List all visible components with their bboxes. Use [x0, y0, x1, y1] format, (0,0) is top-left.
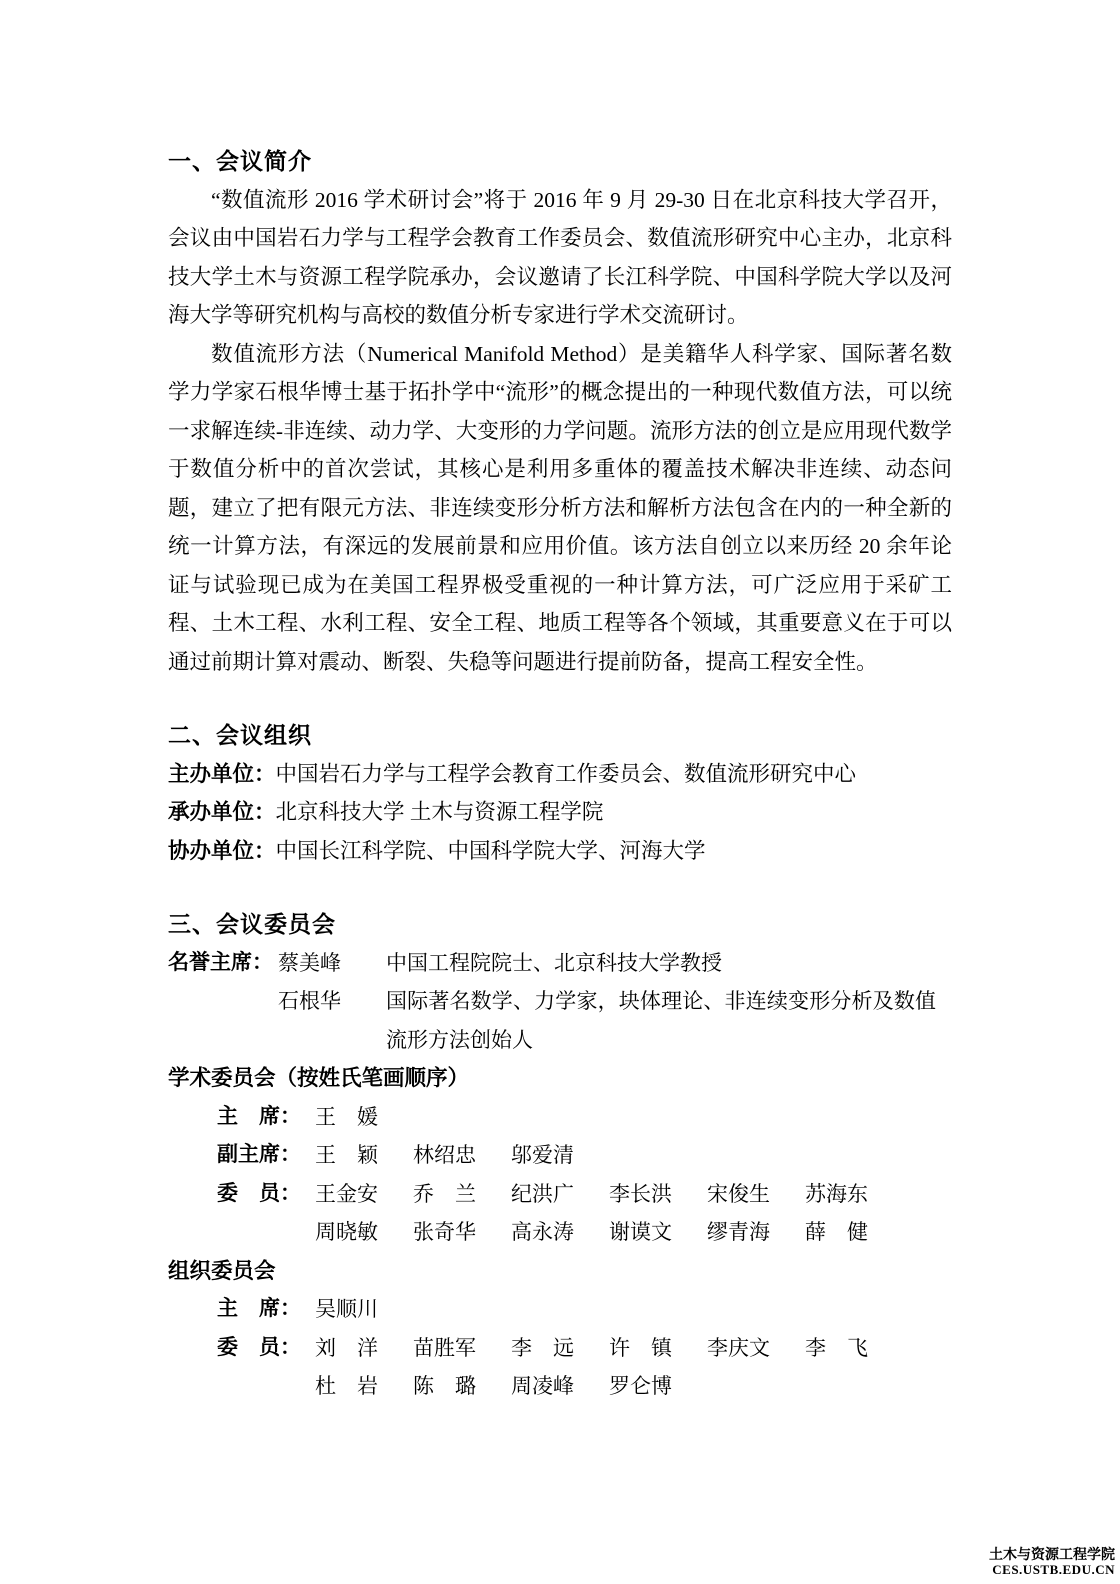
org-undertaker-label: 承办单位： — [168, 800, 276, 824]
org-coorganizer-label: 协办单位： — [168, 838, 276, 863]
member-name: 李庆文 — [707, 1335, 770, 1360]
honorary-chair-desc-1: 中国工程院院士、北京科技大学教授 — [386, 950, 722, 975]
org-undertaker-value: 北京科技大学 土木与资源工程学院 — [275, 800, 604, 824]
member-name: 罗仑博 — [609, 1374, 672, 1398]
org-host-line — [168, 755, 952, 794]
organizing-chair-name: 吴顺川 — [315, 1297, 378, 1321]
section-3-heading: 三、会议委员会 — [168, 911, 336, 937]
member-name: 林绍忠 — [413, 1143, 476, 1167]
academic-chair-row — [168, 1098, 952, 1137]
footer-college-name: 土木与资源工程学院 — [989, 1546, 1115, 1562]
org-undertaker-line — [168, 793, 952, 832]
member-name: 周晓敏 — [315, 1220, 378, 1244]
organizing-chair-row — [168, 1290, 952, 1329]
honorary-chair-row-2 — [168, 982, 952, 1059]
member-name: 邬爱清 — [511, 1143, 574, 1167]
member-name: 王 颖 — [315, 1143, 378, 1167]
section-2-heading: 二、会议组织 — [168, 722, 312, 748]
organizing-members-row-1 — [168, 1329, 952, 1368]
member-name: 宋俊生 — [707, 1181, 770, 1206]
org-coorganizer-value: 中国长江科学院、中国科学院大学、河海大学 — [275, 838, 706, 863]
member-name: 谢谟文 — [609, 1220, 672, 1244]
footer-website-url: CES.USTB.EDU.CN — [992, 1562, 1115, 1577]
member-name: 苗胜军 — [413, 1335, 476, 1360]
honorary-chair-desc-2: 国际著名数学、力学家，块体理论、非连续变形分析及数值流形方法创始人 — [386, 989, 936, 1052]
intro-paragraph-2: 数值流形方法（Numerical Manifold Method）是美籍华人科学家、国际著名数学力学家石根华博士基于拓扑学中“流形”的概念提出的一种现代数值方法，可以统一求解连续-非连续、动力学、大变形的力学问题。流形方法的创立是应用现代数学于数值分析中的首次尝试，其核心是利用多重体的覆盖技术解决非连续、动态问题，建立了把有限元方法、非连续变形分析方法和解析方法包含在内的一种全新的统一计算方法，有深远的发展前景和应用价值。该方法自创立以来历经 20 余年论证与试验现已成为在美国工程界极受重视的一种计算方法，可广泛应用于采矿工程、土木工程、水利工程、安全工程、地质工程等各个领域，其重要意义在于可以通过前期计算对震动、断裂、失稳等问题进行提前防备，提高工程安全性。 — [168, 341, 952, 674]
organizing-committee-heading: 组织委员会 — [168, 1258, 276, 1283]
member-name: 纪洪广 — [511, 1181, 574, 1206]
honorary-chair-name-1: 蔡美峰 — [278, 950, 341, 975]
member-name: 薛 健 — [805, 1220, 868, 1244]
member-name: 李长洪 — [609, 1181, 672, 1206]
member-name: 李 飞 — [805, 1335, 868, 1360]
member-name: 杜 岩 — [315, 1374, 378, 1398]
academic-chair-label: 主 席： — [217, 1104, 301, 1128]
document-content — [168, 142, 952, 1406]
honorary-chair-name-2: 石根华 — [278, 989, 341, 1013]
academic-members-row-2 — [168, 1213, 952, 1252]
member-name: 高永涛 — [511, 1220, 574, 1244]
honorary-chair-row-1 — [168, 944, 952, 983]
member-name: 许 镇 — [609, 1335, 672, 1360]
label-spacer — [217, 1367, 315, 1406]
academic-vice-chair-row — [168, 1136, 952, 1175]
org-coorganizer-line — [168, 832, 952, 871]
academic-committee-heading: 学术委员会（按姓氏笔画顺序） — [168, 1066, 470, 1090]
label-spacer — [168, 982, 278, 1059]
org-host-value: 中国岩石力学与工程学会教育工作委员会、数值流形研究中心 — [275, 761, 857, 786]
label-spacer — [217, 1213, 315, 1252]
member-name: 李 远 — [511, 1335, 574, 1360]
section-1-heading: 一、会议简介 — [168, 148, 312, 174]
academic-chair-name: 王 媛 — [315, 1104, 378, 1129]
academic-members-label: 委 员： — [217, 1181, 301, 1205]
page-footer — [989, 1547, 1115, 1577]
academic-members-row-1 — [168, 1175, 952, 1214]
member-name: 缪青海 — [707, 1220, 770, 1244]
member-name: 刘 洋 — [315, 1335, 378, 1360]
academic-vice-chair-label: 副主席： — [217, 1143, 301, 1166]
member-name: 王金安 — [315, 1181, 378, 1206]
member-name: 苏海东 — [805, 1181, 868, 1206]
member-name: 陈 璐 — [413, 1374, 476, 1398]
member-name: 周凌峰 — [511, 1374, 574, 1398]
org-host-label: 主办单位： — [168, 761, 276, 786]
intro-paragraph-1: “数值流形 2016 学术研讨会”将于 2016 年 9 月 29-30 日在北京科技大学召开，会议由中国岩石力学与工程学会教育工作委员会、数值流形研究中心主办，北京科技大学土木与资源工程学院承办，会议邀请了长江科学院、中国科学院大学以及河海大学等研究机构与高校的数值分析专家进行学术交流研讨。 — [168, 187, 952, 327]
member-name: 乔 兰 — [413, 1181, 476, 1206]
organizing-members-row-2 — [168, 1367, 952, 1406]
honorary-chair-label: 名誉主席： — [168, 950, 273, 974]
member-name: 张奇华 — [413, 1220, 476, 1244]
organizing-members-label: 委 员： — [217, 1335, 301, 1359]
organizing-chair-label: 主 席： — [217, 1297, 301, 1320]
